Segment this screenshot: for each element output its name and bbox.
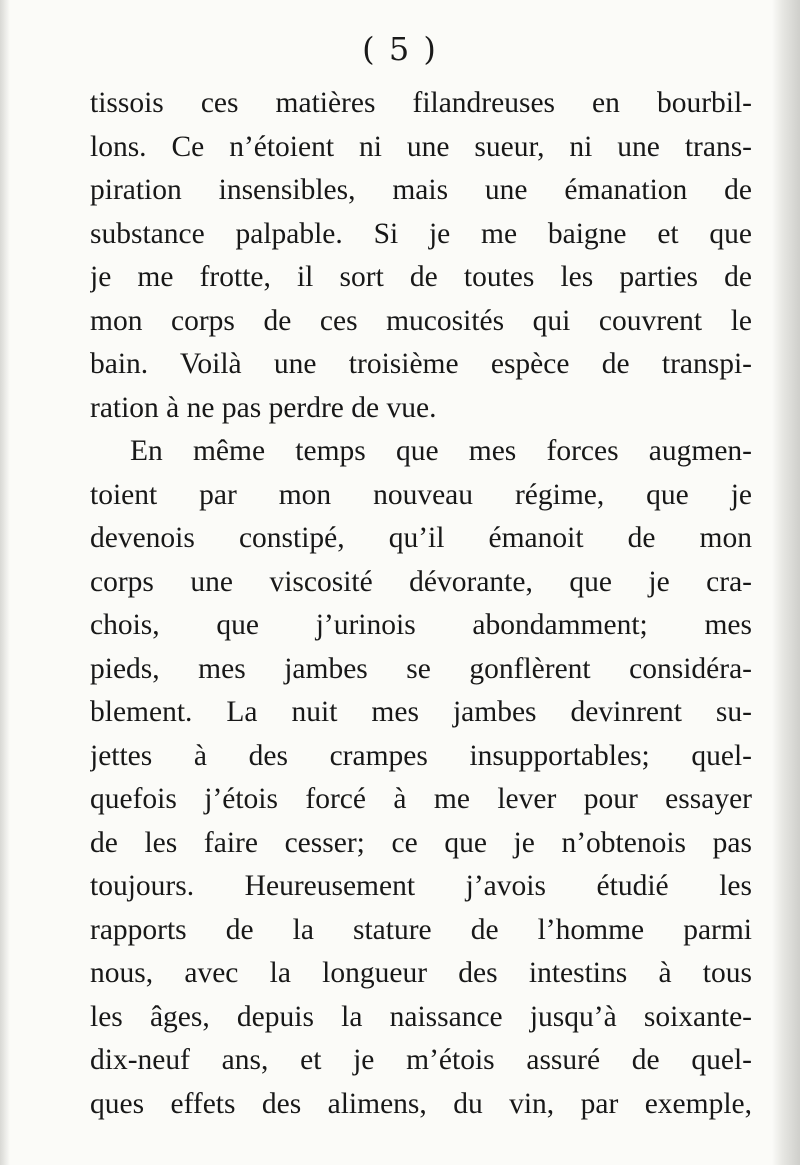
body-text (90, 82, 752, 1126)
page-edge-shadow-left (0, 0, 10, 1165)
text-line: corps une viscosité dévorante, que je cra- (90, 565, 752, 598)
text-line: ques effets des alimens, du vin, par exemple, (90, 1087, 752, 1120)
text-line: bain. Voilà une troisième espèce de transpi- (90, 348, 752, 380)
text-line: pieds, mes jambes se gonflèrent considéra- (90, 652, 752, 685)
paragraph-end-line: ration à ne pas perdre de vue. (90, 391, 437, 424)
text-line: de les faire cesser; ce que je n’obtenois pas (90, 826, 752, 859)
text-line: substance palpable. Si je me baigne et que (90, 217, 752, 250)
text-line: jettes à des crampes insupportables; quel- (90, 739, 752, 772)
text-line: chois, que j’urinois abondamment; mes (90, 609, 752, 641)
page-edge-shadow-right (772, 0, 800, 1165)
text-line: blement. La nuit mes jambes devinrent su- (90, 696, 752, 728)
paragraph-start-line: En même temps que mes forces augmen- (130, 435, 752, 467)
page-number: ( 5 ) (362, 30, 438, 68)
text-line: rapports de la stature de l’homme parmi (90, 913, 752, 946)
text-line: je me frotte, il sort de toutes les parties de (90, 261, 752, 293)
text-line: quefois j’étois forcé à me lever pour essayer (90, 783, 752, 815)
text-line: les âges, depuis la naissance jusqu’à soixante- (90, 1000, 752, 1033)
text-line: lons. Ce n’étoient ni une sueur, ni une trans- (90, 130, 752, 163)
text-line: tissois ces matières filandreuses en bourbil- (90, 87, 752, 119)
text-line: devenois constipé, qu’il émanoit de mon (90, 522, 752, 554)
text-line: mon corps de ces mucosités qui couvrent le (90, 304, 752, 337)
text-line: piration insensibles, mais une émanation de (90, 174, 752, 206)
text-line: dix-neuf ans, et je m’étois assuré de quel- (90, 1044, 752, 1076)
text-line: toient par mon nouveau régime, que je (90, 478, 752, 511)
text-line: toujours. Heureusement j’avois étudié les (90, 870, 752, 902)
text-line: nous, avec la longueur des intestins à tous (90, 957, 752, 989)
